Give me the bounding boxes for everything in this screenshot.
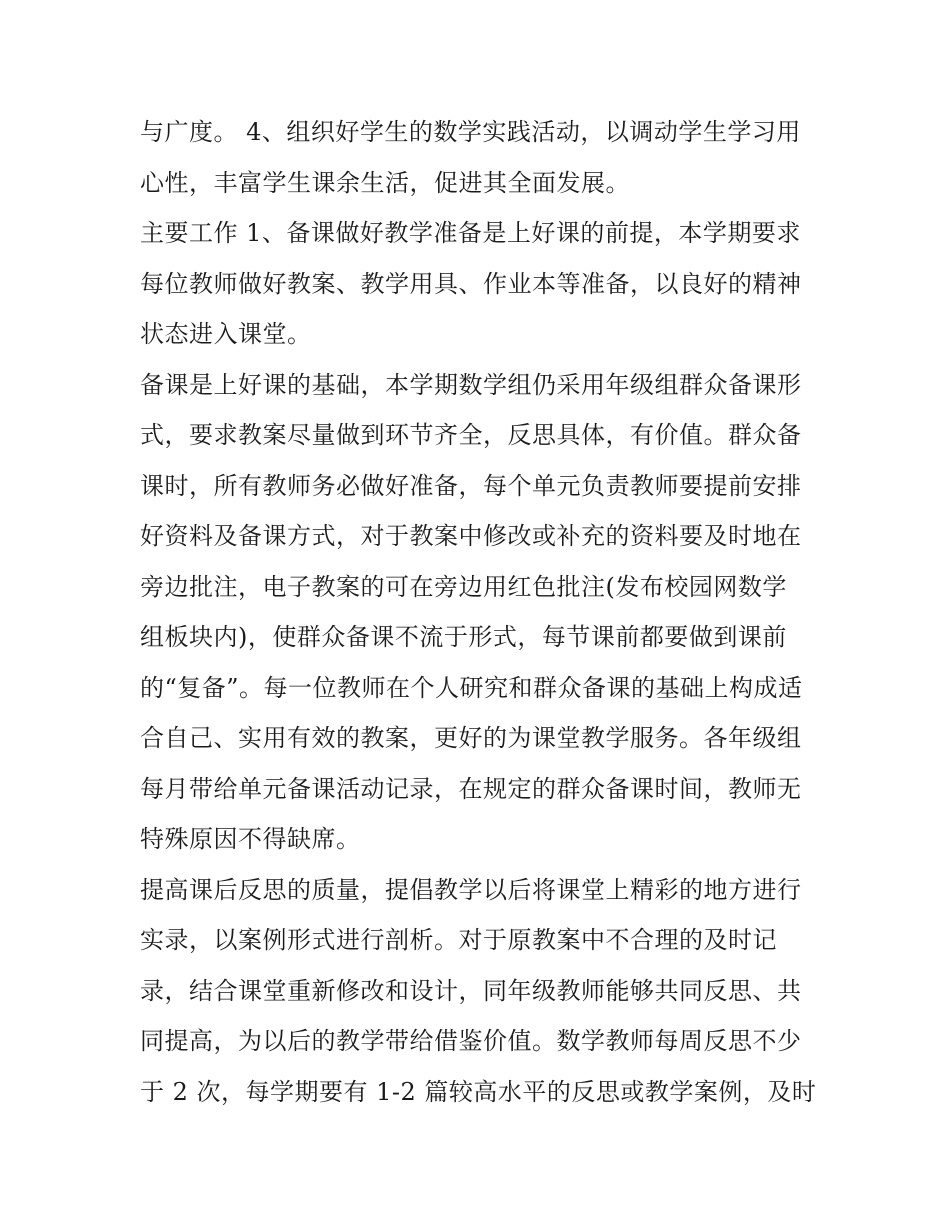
text-line: 旁边批注，电子教案的可在旁边用红色批注(发布校园网数学	[140, 572, 787, 601]
text-line: 状态进入课堂。	[140, 320, 312, 348]
document-body	[140, 107, 815, 1117]
text-line: 录，结合课堂重新修改和设计，同年级教师能够共同反思、共	[140, 976, 802, 1005]
text-line: 与广度。 4、组织好学生的数学实践活动，以调动学生学习用	[140, 118, 801, 146]
text-line: 组板块内)，使群众备课不流于形式，每节课前都要做到课前	[140, 623, 787, 651]
text-line: 备课是上好课的基础，本学期数学组仍采用年级组群众备课形	[140, 370, 802, 399]
text-line: 式，要求教案尽量做到环节齐全，反思具体，有价值。群众备	[140, 421, 802, 449]
text-line: 于 2 次，每学期要有 1-2 篇较高水平的反思或教学案例，及时	[140, 1077, 817, 1106]
paragraph-reflection	[140, 865, 815, 1118]
text-line: 特殊原因不得缺席。	[140, 825, 361, 853]
text-line: 的“复备”。每一位教师在个人研究和群众备课的基础上构成适	[140, 673, 803, 702]
paragraph-main-work	[140, 208, 815, 360]
text-line: 课时，所有教师务必做好准备，每个单元负责教师要提前安排	[140, 471, 802, 500]
paragraph-goal-4	[140, 107, 815, 208]
text-line: 每位教师做好教案、教学用具、作业本等准备，以良好的精神	[140, 269, 802, 298]
text-line: 每月带给单元备课活动记录，在规定的群众备课时间，教师无	[140, 774, 802, 803]
text-line: 同提高，为以后的教学带给借鉴价值。数学教师每周反思不少	[140, 1027, 802, 1055]
text-line: 心性，丰富学生课余生活，促进其全面发展。	[140, 168, 630, 197]
text-line: 实录，以案例形式进行剖析。对于原教案中不合理的及时记	[140, 926, 777, 954]
text-line: 主要工作 1、备课做好教学准备是上好课的前提，本学期要求	[140, 219, 801, 247]
paragraph-lesson-prep	[140, 360, 815, 865]
text-line: 合自己、实用有效的教案，更好的为课堂教学服务。各年级组	[140, 724, 802, 752]
text-line: 好资料及备课方式，对于教案中修改或补充的资料要及时地在	[140, 522, 802, 550]
text-line: 提高课后反思的质量，提倡教学以后将课堂上精彩的地方进行	[140, 875, 802, 904]
